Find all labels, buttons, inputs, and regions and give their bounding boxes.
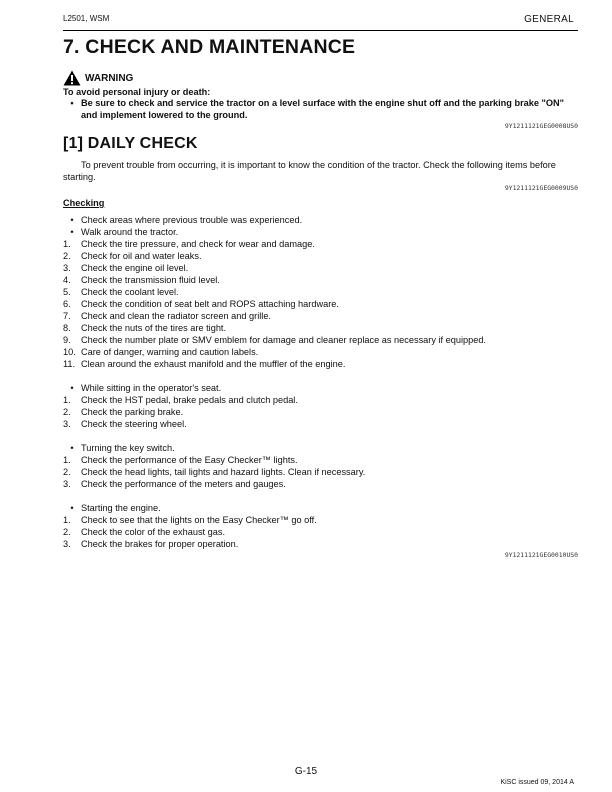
item-text: Check the transmission fluid level. bbox=[81, 275, 220, 285]
page-title: 7. CHECK AND MAINTENANCE bbox=[63, 36, 356, 58]
list-item bbox=[63, 478, 578, 490]
item-number: 2. bbox=[63, 467, 71, 477]
warning-subhead: To avoid personal injury or death: bbox=[63, 87, 211, 97]
page-number: G-15 bbox=[294, 766, 318, 777]
item-text: Check to see that the lights on the Easy Checker™ go off. bbox=[81, 515, 317, 525]
item-text: Check the parking brake. bbox=[81, 407, 184, 417]
item-text: Care of danger, warning and caution labels. bbox=[81, 347, 259, 357]
item-number: 7. bbox=[63, 311, 71, 321]
warning-heading bbox=[63, 70, 578, 86]
item-number: 11. bbox=[63, 359, 76, 369]
item-number: 9. bbox=[63, 335, 71, 345]
item-text: Check areas where previous trouble was experienced. bbox=[81, 215, 303, 225]
bullet-marker: • bbox=[70, 503, 74, 513]
checklist-group bbox=[63, 502, 578, 550]
item-number: 3. bbox=[63, 539, 71, 549]
item-text: Check the steering wheel. bbox=[81, 419, 187, 429]
item-text: Starting the engine. bbox=[81, 503, 161, 513]
bullet-marker: • bbox=[70, 383, 74, 393]
list-item bbox=[63, 322, 578, 334]
item-text: Check the nuts of the tires are tight. bbox=[81, 323, 227, 333]
section-code: 9Y1211121GEG0009US0 bbox=[504, 184, 578, 192]
item-text: Check the coolant level. bbox=[81, 287, 179, 297]
list-item bbox=[63, 334, 578, 346]
item-number: 1. bbox=[63, 515, 71, 525]
item-text: Check the color of the exhaust gas. bbox=[81, 527, 226, 537]
item-text: Check the engine oil level. bbox=[81, 263, 189, 273]
list-item bbox=[63, 526, 578, 538]
list-item bbox=[63, 394, 578, 406]
checklist-group bbox=[63, 214, 578, 370]
section-intro: To prevent trouble from occurring, it is important to know the condition of the tractor. Check the following items before starting. bbox=[63, 160, 556, 182]
list-item bbox=[63, 442, 578, 454]
list-item bbox=[63, 310, 578, 322]
list-item bbox=[63, 538, 578, 550]
checklist-group bbox=[63, 382, 578, 430]
header-section: GENERAL bbox=[524, 14, 574, 25]
item-text: Check and clean the radiator screen and grille. bbox=[81, 311, 271, 321]
item-number: 2. bbox=[63, 251, 71, 261]
header-doc-id: L2501, WSM bbox=[63, 14, 110, 23]
list-item bbox=[63, 406, 578, 418]
list-item bbox=[63, 262, 578, 274]
list-item bbox=[63, 346, 578, 358]
warning-bullet bbox=[63, 98, 578, 121]
item-text: Check the head lights, tail lights and hazard lights. Clean if necessary. bbox=[81, 467, 366, 477]
item-number: 3. bbox=[63, 263, 71, 273]
item-text: Walk around the tractor. bbox=[81, 227, 179, 237]
header-rule bbox=[63, 30, 578, 31]
item-number: 1. bbox=[63, 239, 71, 249]
bullet-marker: • bbox=[70, 227, 74, 237]
section-title: [1] DAILY CHECK bbox=[63, 135, 198, 152]
list-item bbox=[63, 238, 578, 250]
list-item bbox=[63, 226, 578, 238]
list-item bbox=[63, 418, 578, 430]
item-number: 8. bbox=[63, 323, 71, 333]
checking-heading: Checking bbox=[63, 198, 105, 208]
item-number: 5. bbox=[63, 287, 71, 297]
list-item bbox=[63, 358, 578, 370]
list-item bbox=[63, 250, 578, 262]
item-text: Clean around the exhaust manifold and the muffler of the engine. bbox=[81, 359, 346, 369]
item-text: While sitting in the operator's seat. bbox=[81, 383, 222, 393]
list-item bbox=[63, 502, 578, 514]
warning-code: 9Y1211121GEG0008US0 bbox=[504, 122, 578, 130]
list-item bbox=[63, 274, 578, 286]
item-text: Check the HST pedal, brake pedals and clutch pedal. bbox=[81, 395, 298, 405]
item-text: Check the tire pressure, and check for wear and damage. bbox=[81, 239, 315, 249]
item-text: Check the performance of the meters and gauges. bbox=[81, 479, 286, 489]
item-text: Turning the key switch. bbox=[81, 443, 175, 453]
list-item bbox=[63, 382, 578, 394]
item-text: Check the brakes for proper operation. bbox=[81, 539, 239, 549]
item-number: 10. bbox=[63, 347, 76, 357]
list-item bbox=[63, 454, 578, 466]
item-number: 1. bbox=[63, 455, 71, 465]
item-number: 3. bbox=[63, 479, 71, 489]
list-item bbox=[63, 514, 578, 526]
checklist bbox=[63, 214, 578, 550]
item-text: Check for oil and water leaks. bbox=[81, 251, 202, 261]
end-code: 9Y1211121GEG0010US0 bbox=[504, 551, 578, 559]
bullet-marker: • bbox=[70, 443, 74, 453]
item-text: Check the condition of seat belt and ROPS attaching hardware. bbox=[81, 299, 339, 309]
item-number: 3. bbox=[63, 419, 71, 429]
item-number: 2. bbox=[63, 407, 71, 417]
list-item bbox=[63, 298, 578, 310]
item-number: 4. bbox=[63, 275, 71, 285]
item-number: 1. bbox=[63, 395, 71, 405]
bullet-marker: • bbox=[70, 215, 74, 225]
list-item bbox=[63, 214, 578, 226]
item-number: 2. bbox=[63, 527, 71, 537]
item-text: Check the number plate or SMV emblem for damage and cleaner replace as necessary if equipped. bbox=[81, 335, 486, 345]
checklist-group bbox=[63, 442, 578, 490]
item-text: Check the performance of the Easy Checker™ lights. bbox=[81, 455, 298, 465]
bullet-marker: • bbox=[70, 98, 74, 108]
warning-triangle-icon bbox=[63, 70, 81, 86]
item-number: 6. bbox=[63, 299, 71, 309]
page-content bbox=[63, 36, 578, 560]
warning-label: WARNING bbox=[85, 72, 134, 84]
issue-note: KiSC issued 09, 2014 A bbox=[500, 779, 574, 786]
list-item bbox=[63, 466, 578, 478]
warning-bullet-text: Be sure to check and service the tractor on a level surface with the engine shut off and the parking brake "ON" and implement lowered to the ground. bbox=[81, 98, 565, 120]
list-item bbox=[63, 286, 578, 298]
